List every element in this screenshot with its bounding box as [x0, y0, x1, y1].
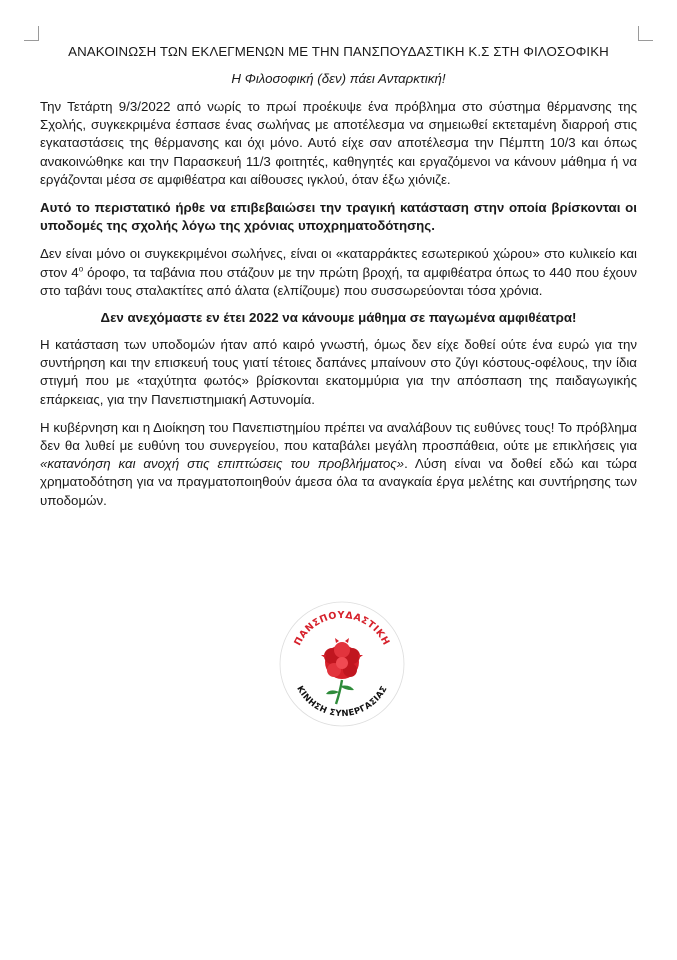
organization-logo [278, 600, 406, 728]
paragraph-2: Αυτό το περιστατικό ήρθε να επιβεβαιώσει την τραγική κατάσταση στην οποία βρίσκονται οι υποδομές της σχολής λόγω της χρόνιας υποχρηματοδότησης. [40, 200, 637, 234]
paragraph-5-part-a: Η κυβέρνηση και η Διοίκηση του Πανεπιστημίου πρέπει να αναλάβουν τις ευθύνες τους! Το πρόβλημα δεν θα λυθεί με ευθύνη του συνεργείου, που καταβάλει μεγάλη προσπάθεια, ούτε με επικλήσεις για [40, 419, 637, 454]
logo-text-bottom: ΚΙΝΗΣΗ ΣΥΝΕΡΓΑΣΙΑΣ [294, 684, 390, 720]
paragraph-5-part-b: . Λύση είναι να δοθεί εδώ και τώρα χρηματοδότηση για να πραγματοποιηθούν άμεσα όλα τα αναγκαία έργα μελέτης και συντήρησης των υποδομών. [40, 456, 637, 508]
section-heading: Δεν ανεχόμαστε εν έτει 2022 να κάνουμε μάθημα σε παγωμένα αμφιθέατρα! [100, 310, 577, 326]
paragraph-4: Η κατάσταση των υποδομών ήταν από καιρό γνωστή, όμως δεν είχε δοθεί ούτε ένα ευρώ για την συντήρηση και την επισκευή τους γιατί τέτοιες δαπάνες μπαίνουν στο ζύγι κόστους-οφέλους, την ίδια στιγμή που με «ταχύτητα φωτός» βρίσκονται εκατομμύρια για την απόσπαση της παιδαγωγικής επάρκειας, για την Πανεπιστημιακή Αστυνομία. [40, 337, 637, 407]
paragraph-3-part-a: Δεν είναι μόνο οι συγκεκριμένοι σωλήνες, είναι οι «καταρράκτες εσωτερικού χώρου» στο κυλικείο και στον 4 [40, 246, 637, 280]
announcement-page [40, 44, 637, 520]
document-title: ΑΝΑΚΟΙΝΩΣΗ ΤΩΝ ΕΚΛΕΓΜΕΝΩΝ ΜΕ ΤΗΝ ΠΑΝΣΠΟΥΔΑΣΤΙΚΗ Κ.Σ ΣΤΗ ΦΙΛΟΣΟΦΙΚΗ [68, 44, 609, 59]
paragraph-1: Την Τετάρτη 9/3/2022 από νωρίς το πρωί προέκυψε ένα πρόβλημα στο σύστημα θέρμανσης της Σχολής, συγκεκριμένα έσπασε ένας σωλήνας με αποτέλεσμα να σημειωθεί εκτεταμένη διαρροή στις εγκαταστάσεις της θέρμανσης και όχι μόνο. Αυτό είχε σαν αποτέλεσμα την Πέμπτη 10/3 και όπως ανακοινώθηκε και την Παρασκευή 11/3 φοιτητές, καθηγητές και εργαζόμενοι να κάνουν μάθημα ή να εργάζονται μέσα σε αμφιθέατρα και αίθουσες ιγκλού, όταν έξω χιόνιζε. [40, 99, 637, 187]
ordinal-superscript: ο [78, 264, 84, 274]
document-subtitle: Η Φιλοσοφική (δεν) πάει Ανταρκτική! [231, 71, 446, 86]
crop-mark-top-right [638, 26, 653, 41]
paragraph-5 [40, 419, 637, 510]
paragraph-3-part-b: όροφο, τα ταβάνια που στάζουν με την πρώτη βροχή, τα αμφιθέατρα όπως το 440 που έχουν στο ταβάνι τους σταλακτίτες από άλατα (ελπίζουμε) που συσσωρεύονται τόσα χρόνια. [40, 264, 637, 298]
logo-text-top: ΠΑΝΣΠΟΥΔΑΣΤΙΚΗ [292, 609, 392, 648]
paragraph-3 [40, 245, 637, 300]
paragraph-5-quote: «κατανόηση και ανοχή στις επιπτώσεις του προβλήματος» [40, 456, 405, 472]
crop-mark-top-left [24, 26, 39, 41]
